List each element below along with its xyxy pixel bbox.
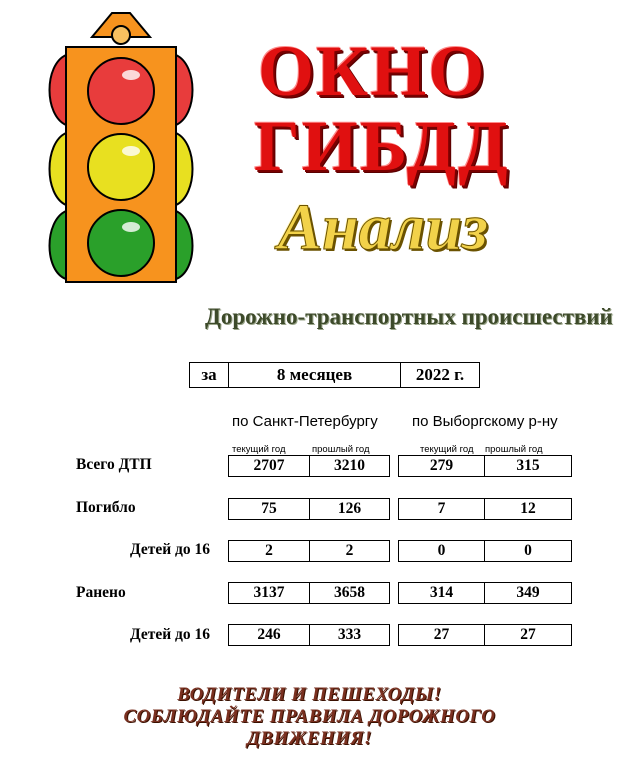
cell-vyborg-current: 279 [399,456,485,476]
col-label-vyborg-previous: прошлый год [485,444,543,455]
period-months: 8 месяцев [229,363,401,387]
table-row [228,455,390,477]
row-label-children-injured: Детей до 16 [130,626,210,643]
group-label-vyborg: по Выборгскому р-ну [412,413,558,430]
cell-vyborg-previous: 349 [516,584,540,601]
cell-spb-current: 246 [229,625,310,645]
row-label-killed: Погибло [76,499,136,516]
cell-spb-current: 3137 [229,583,310,603]
cell-vyborg-previous: 12 [520,500,536,517]
table-row [228,624,390,646]
col-label-spb-current: текущий год [232,444,286,455]
table-row [228,498,390,520]
table-row [398,455,572,477]
cell-spb-current: 2 [229,541,310,561]
row-label-children-killed: Детей до 16 [130,541,210,558]
slogan-line2: СОБЛЮДАЙТЕ ПРАВИЛА ДОРОЖНОГО [123,706,496,727]
subtitle: Дорожно-транспортных происшествий [205,304,613,329]
title-analiz: Анализ [278,191,488,264]
col-label-vyborg-current: текущий год [420,444,474,455]
table-row [398,498,572,520]
cell-vyborg-previous: 27 [520,626,536,643]
table-row [398,540,572,562]
group-label-spb: по Санкт-Петербургу [232,413,378,430]
row-label-injured: Ранено [76,584,126,601]
cell-spb-previous: 3658 [334,584,365,601]
row-label-total: Всего ДТП [76,456,152,473]
table-row [228,582,390,604]
cell-spb-previous: 333 [337,626,362,643]
cell-vyborg-previous: 0 [524,542,532,559]
table-row [398,582,572,604]
slogan-line3: ДВИЖЕНИЯ! [246,728,373,749]
cell-vyborg-current: 314 [399,583,485,603]
cell-spb-current: 2707 [229,456,310,476]
period-year: 2022 г. [415,365,465,384]
title-gibdd: ГИБДД [254,106,510,186]
cell-vyborg-current: 7 [399,499,485,519]
cell-vyborg-previous: 315 [516,457,540,474]
col-label-spb-previous: прошлый год [312,444,370,455]
table-row [228,540,390,562]
slogan-line1: ВОДИТЕЛИ И ПЕШЕХОДЫ! [177,684,442,705]
period-prefix: за [190,363,229,387]
traffic-light-icon [40,5,215,285]
period-box [189,362,480,388]
cell-spb-previous: 3210 [334,457,365,474]
table-row [398,624,572,646]
cell-spb-current: 75 [229,499,310,519]
cell-spb-previous: 2 [345,542,354,559]
cell-spb-previous: 126 [337,500,362,517]
cell-vyborg-current: 27 [399,625,485,645]
cell-vyborg-current: 0 [399,541,485,561]
title-okno: ОКНО [258,31,487,111]
